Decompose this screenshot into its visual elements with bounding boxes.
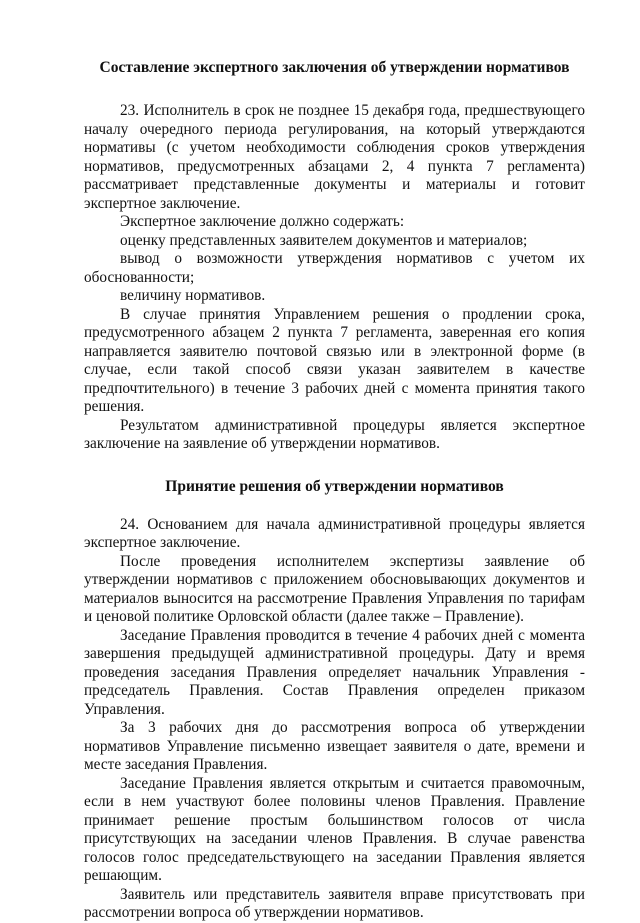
paragraph-board-meeting: Заседание Правления проводится в течение 4 рабочих дней с момента завершения предыдущей административной процедуры. Дату и время проведения заседания Правления определяет начальник Управления - председатель Правления. Состав Правления определен приказом Управления. [84, 626, 585, 718]
section-title-decision: Принятие решения об утверждении нормативов [165, 477, 504, 495]
paragraph-expertise-submission: После проведения исполнителем экспертизы заявление об утверждении нормативов с приложением обосновывающих документов и материалов выносится на рассмотрение Правления Управления по тарифам и ценовой политике Орловской области (далее также – Правление). [84, 552, 585, 625]
paragraph-procedure-result: Результатом административной процедуры является экспертное заключение на заявление об утверждении нормативов. [84, 416, 585, 452]
section-title-expert-conclusion: Составление экспертного заключения об утверждении нормативов [99, 59, 570, 76]
paragraph-conclusion-contents: Экспертное заключение должно содержать: [120, 213, 405, 230]
paragraph-24: 24. Основанием для начала административной процедуры является экспертное заключение. [84, 515, 585, 551]
paragraph-notification: За 3 рабочих дня до рассмотрения вопроса об утверждении нормативов Управление письменно извещает заявителя о дате, времени и месте заседания Правления. [84, 719, 585, 773]
paragraph-quorum: Заседание Правления является открытым и считается правомочным, если в нем участвуют более половины членов Правления. Правление принимает решение простым большинством голосов от числа присутствующих на заседании членов Правления. В случае равенства голосов голос председательствующего на заседании Правления является решающим. [84, 774, 585, 884]
paragraph-23: 23. Исполнитель в срок не позднее 15 декабря года, предшествующего началу очередного периода регулирования, на который утверждаются нормативы (с учетом необходимости соблюдения сроков утверждения нормативов, предусмотренных абзацами 2, 4 пункта 7 регламента) рассматривает представленные документы и материалы и готовит экспертное заключение. [84, 102, 585, 212]
paragraph-list-item-value: величину нормативов. [120, 287, 266, 304]
paragraph-applicant-attendance: Заявитель или представитель заявителя вправе присутствовать при рассмотрении вопроса об утверждении нормативов. [84, 885, 585, 921]
paragraph-list-item-assessment: оценку представленных заявителем документов и материалов; [120, 231, 528, 249]
paragraph-term-extension: В случае принятия Управлением решения о продлении срока, предусмотренного абзацем 2 пункта 7 регламента, заверенная его копия направляется заявителю почтовой связью или в электронной форме (в случае, если такой способ связи указан заявителем в качестве предпочтительного) в течение 3 рабочих дней с момента принятия такого решения. [84, 305, 585, 415]
paragraph-list-item-conclusion: вывод о возможности утверждения нормативов с учетом их обоснованности; [84, 250, 585, 286]
